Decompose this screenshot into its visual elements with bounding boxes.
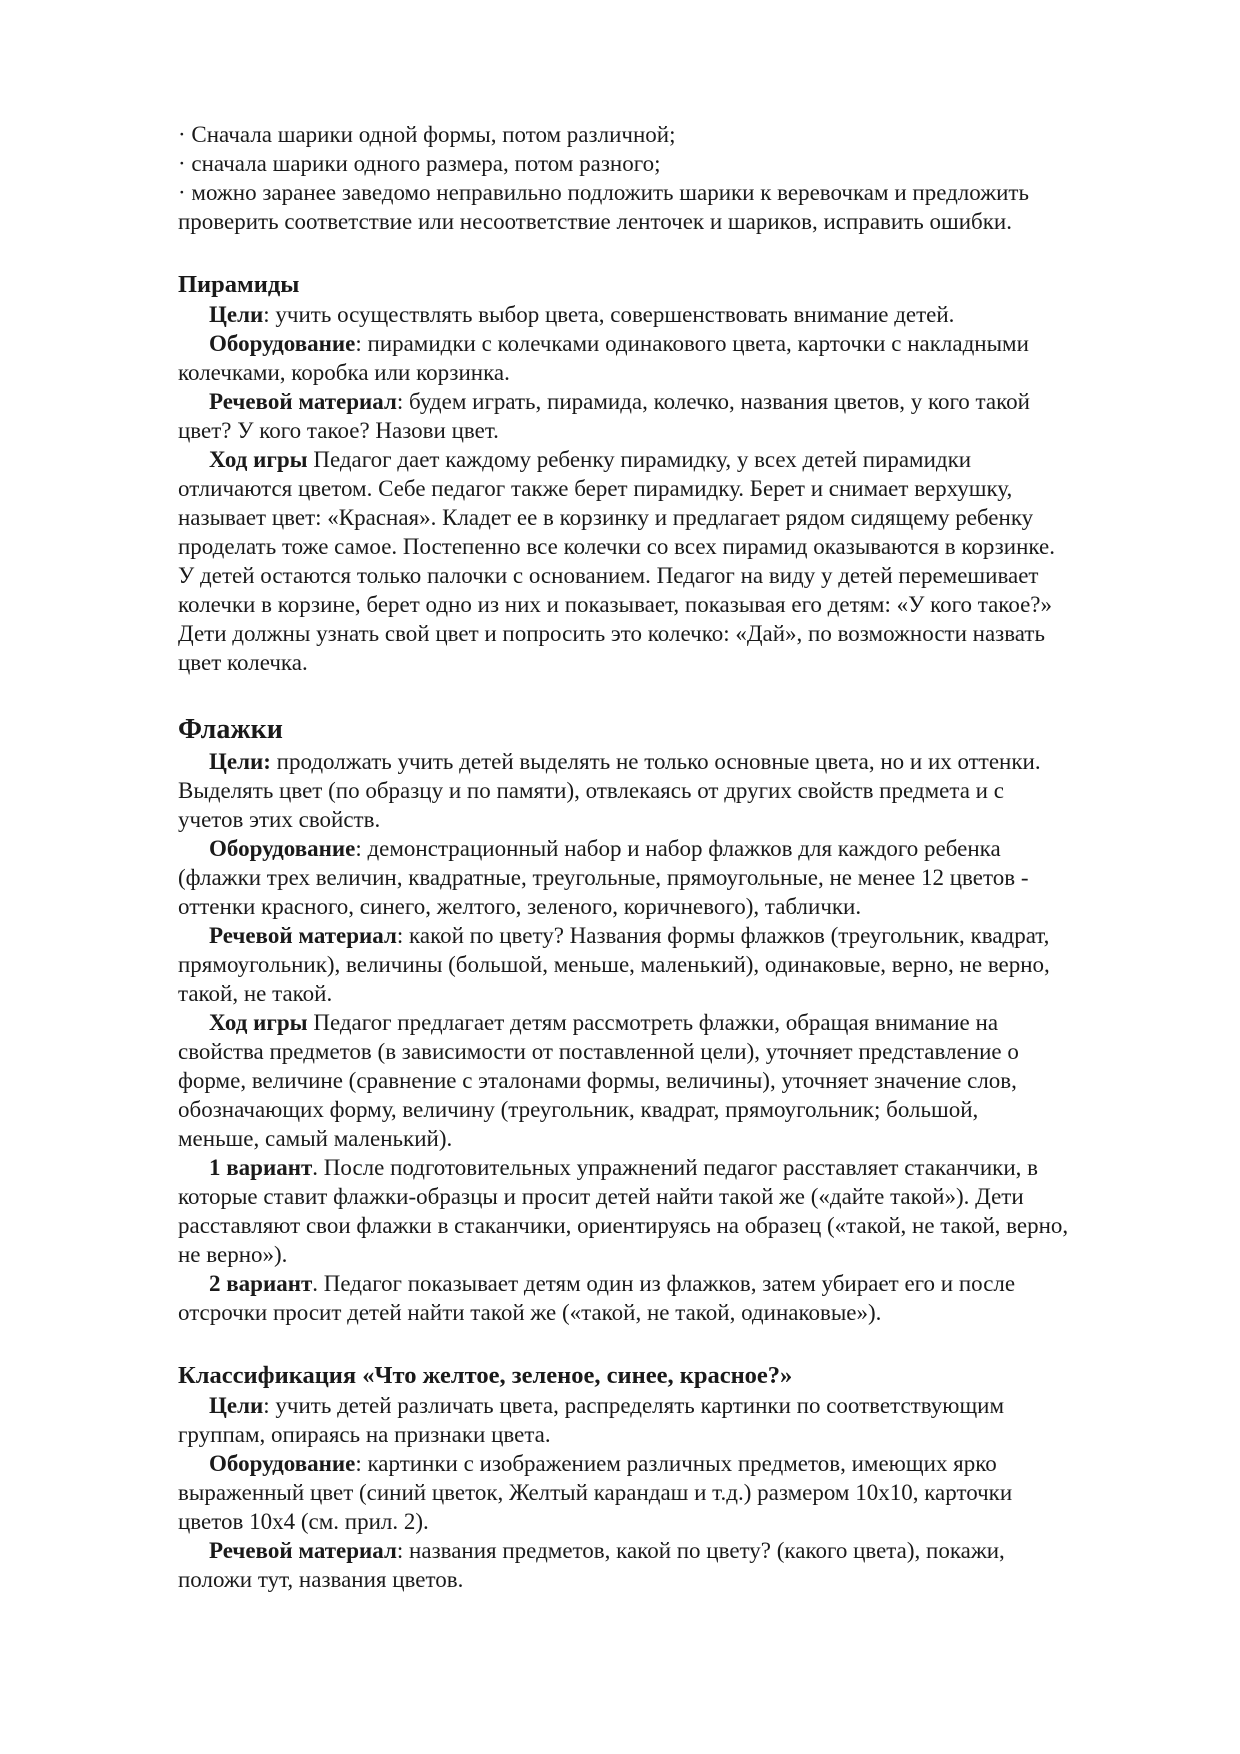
- classification-equipment: Оборудование: картинки с изображением различных предметов, имеющих ярко выраженный цвет (синий цветок, Желтый карандаш и т.д.) размером 10х10, карточки цветов 10х4 (см. прил. 2).: [178, 1451, 1013, 1534]
- pyramids-equipment: Оборудование: пирамидки с колечками одинакового цвета, карточки с накладными колечками, коробка или корзинка.: [178, 331, 1029, 385]
- section-title-pyramids: Пирамиды: [178, 271, 300, 298]
- game-label: Ход игры: [209, 1010, 308, 1035]
- pyramids-game: Ход игры Педагог дает каждому ребенку пирамидку, у всех детей пирамидки отличаются цветом. Себе педагог также берет пирамидку. Берет и снимает верхушку, называет цвет: «Красная». Кладет ее в корзинку и предлагает рядом сидящему ребенку проделать тоже самое. Постепенно все колечки со всех пирамид оказываются в корзинке. У детей остаются только палочки с основанием. Педагог на виду у детей перемешивает колечки в корзине, берет одно из них и показывает, показывая его детям: «У кого такое?» Дети должны узнать свой цвет и попросить это колечко: «Дай», по возможности назвать цвет колечка.: [178, 447, 1055, 675]
- equipment-label: Оборудование: [209, 836, 356, 861]
- flags-variant-1: 1 вариант. После подготовительных упражнений педагог расставляет стаканчики, в которые ставит флажки-образцы и просит детей найти такой же («дайте такой»). Дети расставляют свои флажки в стаканчики, ориентируясь на образец («такой, не такой, верно, не верно»).: [178, 1155, 1069, 1267]
- speech-label: Речевой материал: [209, 923, 397, 948]
- section-title-flags: Флажки: [178, 714, 283, 745]
- equipment-label: Оборудование: [209, 1451, 356, 1476]
- variant-label: 1 вариант: [209, 1155, 313, 1180]
- flags-goals: Цели: продолжать учить детей выделять не только основные цвета, но и их оттенки. Выделять цвет (по образцу и по памяти), отвлекаясь от других свойств предмета и с учетов этих свойств.: [178, 749, 1041, 832]
- intro-line-2: · сначала шарики одного размера, потом разного;: [178, 151, 661, 176]
- intro-line-1: · Сначала шарики одной формы, потом различной;: [178, 122, 676, 147]
- speech-label: Речевой материал: [209, 389, 397, 414]
- document-page: [178, 120, 1163, 1594]
- intro-line-3: · можно заранее заведомо неправильно подложить шарики к веревочкам и предложить: [178, 180, 1029, 205]
- flags-equipment: Оборудование: демонстрационный набор и набор флажков для каждого ребенка (флажки трех величин, квадратные, треугольные, прямоугольные, не менее 12 цветов - оттенки красного, синего, желтого, зеленого, коричневого), таблички.: [178, 836, 1029, 919]
- pyramids-goals: Цели: учить осуществлять выбор цвета, совершенствовать внимание детей.: [209, 302, 955, 327]
- variant-label: 2 вариант: [209, 1271, 313, 1296]
- intro-line-4: проверить соответствие или несоответствие ленточек и шариков, исправить ошибки.: [178, 209, 1012, 234]
- section-title-classification: Классификация «Что желтое, зеленое, синее, красное?»: [178, 1362, 793, 1389]
- game-label: Ход игры: [209, 447, 308, 472]
- flags-game: Ход игры Педагог предлагает детям рассмотреть флажки, обращая внимание на свойства предметов (в зависимости от поставленной цели), уточняет представление о форме, величине (сравнение с эталонами формы, величины), уточняет значение слов, обозначающих форму, величину (треугольник, квадрат, прямоугольник; большой, меньше, самый маленький).: [178, 1010, 1019, 1151]
- flags-speech: Речевой материал: какой по цвету? Названия формы флажков (треугольник, квадрат, прямоугольник), величины (большой, меньше, маленький), одинаковые, верно, не верно, такой, не такой.: [178, 923, 1050, 1006]
- goals-label: Цели: [209, 1393, 264, 1418]
- pyramids-speech: Речевой материал: будем играть, пирамида, колечко, названия цветов, у кого такой цвет? У кого такое? Назови цвет.: [178, 389, 1030, 443]
- classification-speech: Речевой материал: названия предметов, какой по цвету? (какого цвета), покажи, положи тут, названия цветов.: [178, 1538, 1005, 1592]
- classification-goals: Цели: учить детей различать цвета, распределять картинки по соответствующим группам, опираясь на признаки цвета.: [178, 1393, 1005, 1447]
- goals-label: Цели:: [209, 749, 271, 774]
- speech-label: Речевой материал: [209, 1538, 397, 1563]
- flags-variant-2: 2 вариант. Педагог показывает детям один из флажков, затем убирает его и после отсрочки просит детей найти такой же («такой, не такой, одинаковые»).: [178, 1271, 1016, 1325]
- goals-label: Цели: [209, 302, 264, 327]
- equipment-label: Оборудование: [209, 331, 356, 356]
